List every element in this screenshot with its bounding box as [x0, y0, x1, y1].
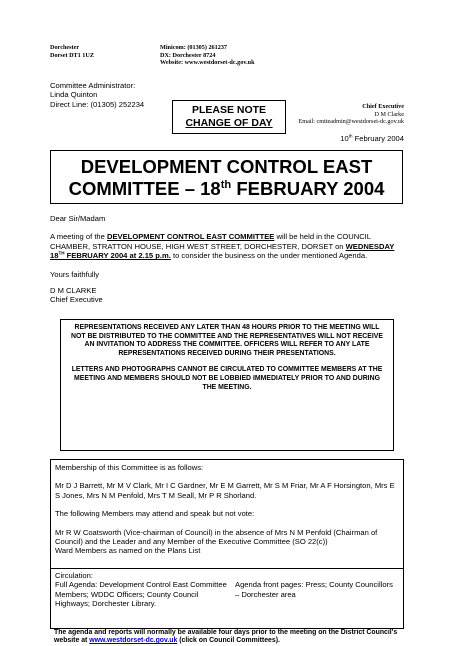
chief-name: D M Clarke [374, 110, 404, 118]
chief-executive-block [299, 103, 404, 126]
circulation-columns [55, 580, 399, 608]
letterhead-contacts [160, 44, 255, 67]
address-line: Dorchester [50, 44, 80, 51]
title-line-2: COMMITTEE – 18th FEBRUARY 2004 [68, 178, 385, 199]
address-line: Dorset DT1 1UZ [50, 51, 94, 59]
signature-name: D M CLARKE [50, 286, 97, 296]
notice-line-2: CHANGE OF DAY [185, 117, 273, 129]
membership-may-attend: The following Members may attend and speak but not vote: [55, 509, 255, 519]
meeting-title [50, 150, 403, 204]
representations-warning [60, 319, 394, 451]
chief-email: Email: cmtteadmin@westdorset-dc.gov.uk [298, 118, 404, 126]
circulation-box [50, 568, 404, 629]
admin-name: Linda Quinton [50, 90, 98, 100]
circulation-left: Full Agenda: Development Control East Committee Members; WDDC Officers; County Council Highways; Dorchester Library. [55, 580, 227, 609]
meeting-date: WEDNESDAY 18TH FEBRUARY 2004 at 2.15 p.m. [50, 241, 395, 261]
notice-line-1: PLEASE NOTE [191, 104, 267, 116]
circulation-right: Agenda front pages: Press; County Councillors – Dorchester area [235, 580, 393, 599]
letterhead-address [50, 44, 94, 59]
minicom: Minicom: (01305) 261237 [160, 44, 228, 51]
admin-direct-line: Direct Line: (01305) 252234 [50, 99, 145, 109]
meeting-paragraph: A meeting of the DEVELOPMENT CONTROL EAST COMMITTEE will be held in the COUNCIL CHAMBER, STRATTON HOUSE, HIGH WEST STREET, DORCHESTER, DORSET on WEDNESDAY 18TH FEBRUARY 2004 at 2.15 p.m. to consider the business on the under mentioned Agenda. [50, 232, 395, 261]
membership-heading: Membership of this Committee is as follows: [55, 463, 204, 472]
title-line-1: DEVELOPMENT CONTROL EAST [80, 156, 373, 177]
change-of-day-notice [172, 100, 286, 134]
chief-title: Chief Executive [362, 103, 404, 110]
warning-paragraph-1: REPRESENTATIONS RECEIVED ANY LATER THAN 48 HOURS PRIOR TO THE MEETING WILL NOT BE DISTRIBUTED TO THE COMMITTEE AND THE REPRESENTATIVES WILL NOT RECEIVE AN INVITATION TO ADDRESS THE COMMITTEE. OFFICERS WILL REFER TO ANY LATE REPRESENTATIONS RECEIVED DURING THEIR PRESENTATIONS. [70, 324, 383, 357]
dx-number: DX: Dorchester 8724 [160, 51, 216, 59]
signature-title: Chief Executive [50, 295, 103, 305]
membership-ward: Ward Members as named on the Plans List [55, 546, 201, 556]
letter-body [50, 214, 404, 305]
council-website-link[interactable]: www.westdorset-dc.gov.uk [89, 637, 178, 645]
letter-date: 10th February 2004 [340, 133, 404, 143]
admin-role: Committee Administrator: [50, 81, 136, 90]
membership-members: Mr D J Barrett, Mr M V Clark, Mr I C Gardner, Mr E M Garrett, Mr S M Friar, Mr A F Horsington, Mrs E S Jones, Mrs N M Penfold, Mrs T M Seall, Mr P R Shorland. [55, 481, 395, 500]
website-note: The agenda and reports will normally be available four days prior to the meeting on the District Council's website at www.westdorset-dc.gov.uk (click on Council Committees). [54, 629, 398, 645]
membership-others: Mr R W Coatsworth (Vice-chairman of Council) in the absence of Mrs N M Penfold (Chairman of Council) and the Leader and any Member of the Executive Committee (SO 22(c)) [55, 527, 378, 547]
committee-admin [50, 81, 144, 109]
website: Website: www.westdorset-dc.gov.uk [160, 59, 255, 67]
circulation-heading: Circulation: [55, 571, 93, 580]
salutation: Dear Sir/Madam [50, 214, 106, 223]
membership-box [50, 459, 404, 569]
warning-paragraph-2: LETTERS AND PHOTOGRAPHS CANNOT BE CIRCULATED TO COMMITTEE MEMBERS AT THE MEETING AND MEMBERS SHOULD NOT BE LOBBIED IMMEDIATELY PRIOR TO AND DURING THE MEETING. [71, 366, 383, 391]
signoff: Yours faithfully [50, 269, 100, 279]
